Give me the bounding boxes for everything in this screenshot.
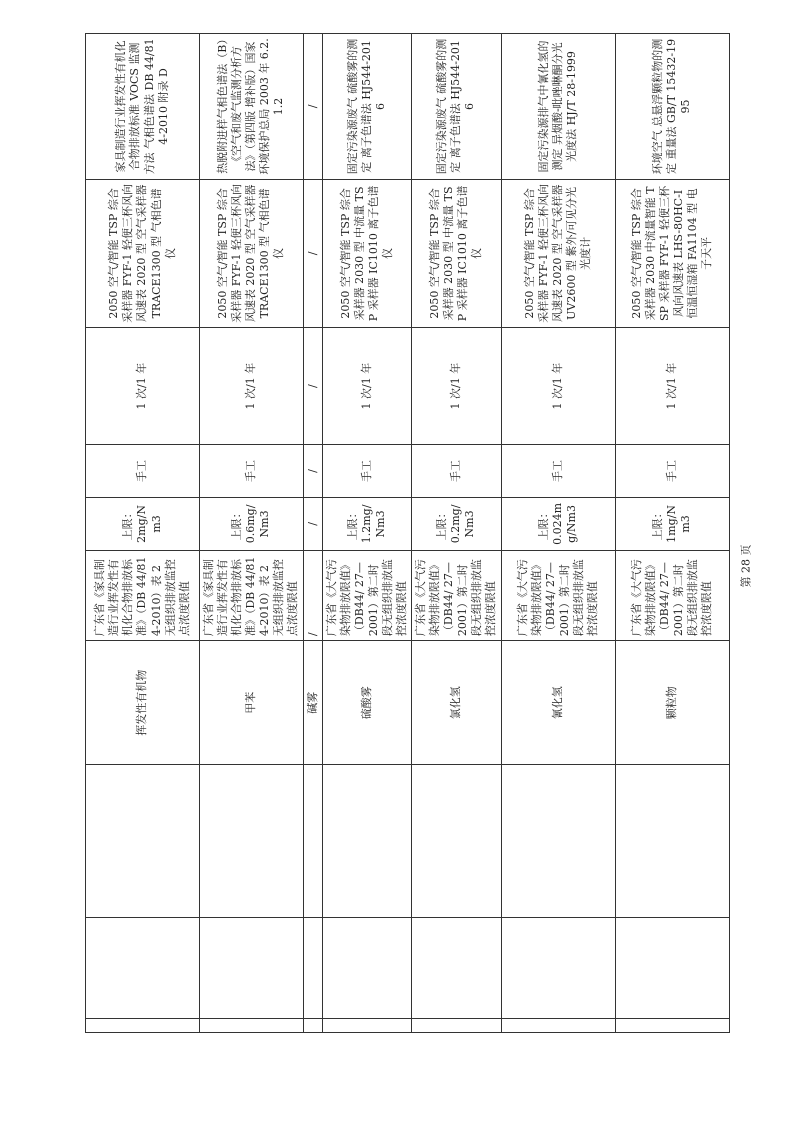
empty-cell xyxy=(303,1019,322,1033)
table-row xyxy=(322,34,411,1033)
page-number: 第 28 页 xyxy=(739,544,753,588)
empty-cell xyxy=(501,1019,615,1033)
standard-cell: 广东省《大气污染物排放限值》（DB44/ 27—2001）第二时段无组织排放监控浓度限值 xyxy=(322,551,411,641)
instruments-cell: 2050 空气/智能 TSP 综合采样器 2030 型 中流量 TSP 采样器 IC1010 离子色谱仪 xyxy=(412,179,501,327)
limit-value: 0.6mg/Nm3 xyxy=(244,504,272,544)
limit-cell xyxy=(303,497,322,551)
pollutant-cell: 碱雾 xyxy=(303,641,322,765)
instruments-cell: 2050 空气/智能 TSP 综合采样器 FYF-1 轻便三杯风向风速表 2020 型 空气采样器 TRACE1300 型 气相色谱仪 xyxy=(200,179,304,327)
table-row xyxy=(412,34,501,1033)
limit-label: 上限： xyxy=(230,507,244,541)
frequency-cell: 1 次/1 年 xyxy=(86,327,200,444)
pollutant-cell: 氰化氢 xyxy=(501,641,615,765)
empty-cell xyxy=(322,765,411,918)
empty-cell xyxy=(412,917,501,1018)
standard-cell: 广东省《大气污染物排放限值》（DB44/ 27—2001）第二时段无组织排放监控浓度限值 xyxy=(501,551,615,641)
method-type-cell: 手工 xyxy=(200,445,304,497)
empty-cell xyxy=(615,917,729,1018)
limit-value: 2mg/Nm3 xyxy=(135,505,163,543)
method-type-cell: 手工 xyxy=(322,445,411,497)
limit-cell xyxy=(501,497,615,551)
standard-cell: 广东省《大气污染物排放限值》（DB44/ 27—2001）第二时段无组织排放监控浓度限值 xyxy=(412,551,501,641)
method-type-cell: 手工 xyxy=(86,445,200,497)
pollutant-cell: 挥发性有机物 xyxy=(86,641,200,765)
frequency-cell: 1 次/1 年 xyxy=(501,327,615,444)
analysis-method-cell: 环境空气 总悬浮颗粒物的测定 重量法 GB/T 15432-1995 xyxy=(615,34,729,180)
pollutant-cell: 颗粒物 xyxy=(615,641,729,765)
limit-value: 1mg/Nm3 xyxy=(665,505,693,543)
rotated-table-frame xyxy=(85,33,714,1033)
empty-cell xyxy=(615,1019,729,1033)
empty-cell xyxy=(86,765,200,918)
instruments-cell: / xyxy=(303,179,322,327)
limit-value: 0.024mg/Nm3 xyxy=(551,502,579,545)
limit-cell xyxy=(322,497,411,551)
instruments-cell: 2050 空气/智能 TSP 综合采样器 2030 型 中流量 TSP 采样器 IC1010 离子色谱仪 xyxy=(322,179,411,327)
empty-cell xyxy=(200,765,304,918)
limit-cell xyxy=(200,497,304,551)
standard-cell: / xyxy=(303,551,322,641)
analysis-method-cell: 固定污染源废气 硫酸雾的测定 离子色谱法 HJ544-2016 xyxy=(412,34,501,180)
method-type-cell: 手工 xyxy=(412,445,501,497)
instruments-cell: 2050 空气/智能 TSP 综合采样器 FYF-1 轻便三杯风向风速表 2020 型 空气采样器 UV2600 型 紫外/可见分光光度计 xyxy=(501,179,615,327)
empty-cell xyxy=(86,917,200,1018)
empty-cell xyxy=(501,917,615,1018)
empty-cell xyxy=(615,765,729,918)
table-row xyxy=(86,34,200,1033)
empty-cell xyxy=(412,765,501,918)
analysis-method-cell: 家具制造行业挥发性有机化合物排放标准 VOCS 监测方法 气相色谱法 DB 44/814-2010 附录 D xyxy=(86,34,200,180)
frequency-cell: 1 次/1 年 xyxy=(322,327,411,444)
table-row xyxy=(303,34,322,1033)
standard-cell: 广东省《大气污染物排放限值》（DB44/ 27—2001）第二时段无组织排放监控浓度限值 xyxy=(615,551,729,641)
limit-label: 上限： xyxy=(650,507,664,541)
limit-value: / xyxy=(305,522,319,526)
limit-cell xyxy=(615,497,729,551)
analysis-method-cell: 固定污染源废气 硫酸雾的测定 离子色谱法 HJ544-2016 xyxy=(322,34,411,180)
frequency-cell: 1 次/1 年 xyxy=(412,327,501,444)
empty-cell xyxy=(412,1019,501,1033)
empty-cell xyxy=(303,765,322,918)
instruments-cell: 2050 空气/智能 TSP 综合采样器 FYF-1 轻便三杯风向风速表 2020 型 空气采样器 TRACE1300 型 气相色谱仪 xyxy=(86,179,200,327)
frequency-cell: 1 次/1 年 xyxy=(200,327,304,444)
empty-cell xyxy=(322,917,411,1018)
limit-value: 0.2mg/Nm3 xyxy=(449,504,477,544)
pollutant-cell: 甲苯 xyxy=(200,641,304,765)
analysis-method-cell: / xyxy=(303,34,322,180)
empty-cell xyxy=(86,1019,200,1033)
table-row xyxy=(615,34,729,1033)
limit-label: 上限： xyxy=(435,507,449,541)
analysis-method-cell: 固定污染源排气中氰化氢的测定 异烟酸-吡唑啉酮分光光度法 HJ/T 28-1999 xyxy=(501,34,615,180)
standard-cell: 广东省《家具制造行业挥发性有机化合物排放标准》（DB 44/814-2010）表 2 无组织排放监控点浓度限值 xyxy=(200,551,304,641)
limit-label: 上限： xyxy=(345,507,359,541)
standard-cell: 广东省《家具制造行业挥发性有机化合物排放标准》（DB 44/814-2010）表 2 无组织排放监控点浓度限值 xyxy=(86,551,200,641)
limit-label: 上限： xyxy=(536,507,550,541)
frequency-cell: / xyxy=(303,327,322,444)
pollutant-cell: 硫酸雾 xyxy=(322,641,411,765)
method-type-cell: 手工 xyxy=(501,445,615,497)
limit-label: 上限： xyxy=(121,507,135,541)
empty-cell xyxy=(303,917,322,1018)
frequency-cell: 1 次/1 年 xyxy=(615,327,729,444)
limit-cell xyxy=(86,497,200,551)
limit-cell xyxy=(412,497,501,551)
empty-cell xyxy=(322,1019,411,1033)
table-row xyxy=(501,34,615,1033)
table-row xyxy=(200,34,304,1033)
analysis-method-cell: 热脱附进样气相色谱法（B）《空气和废气监测分析方法》（第四版 增补版）国家环境保护总局 2003 年 6.2.1.2 xyxy=(200,34,304,180)
empty-cell xyxy=(501,765,615,918)
instruments-cell: 2050 空气/智能 TSP 综合采样器 2030 中流量智能 TSP 采样器 FYF-1 轻便三杯风向风速表 LHS-80HC-I 恒温恒湿箱 FA1104 型 电子天平 xyxy=(615,179,729,327)
pollutant-cell: 氯化氢 xyxy=(412,641,501,765)
empty-cell xyxy=(200,917,304,1018)
method-type-cell: 手工 xyxy=(615,445,729,497)
empty-cell xyxy=(200,1019,304,1033)
limit-value: 1.2mg/Nm3 xyxy=(359,504,387,544)
monitoring-table xyxy=(85,33,730,1033)
method-type-cell: / xyxy=(303,445,322,497)
